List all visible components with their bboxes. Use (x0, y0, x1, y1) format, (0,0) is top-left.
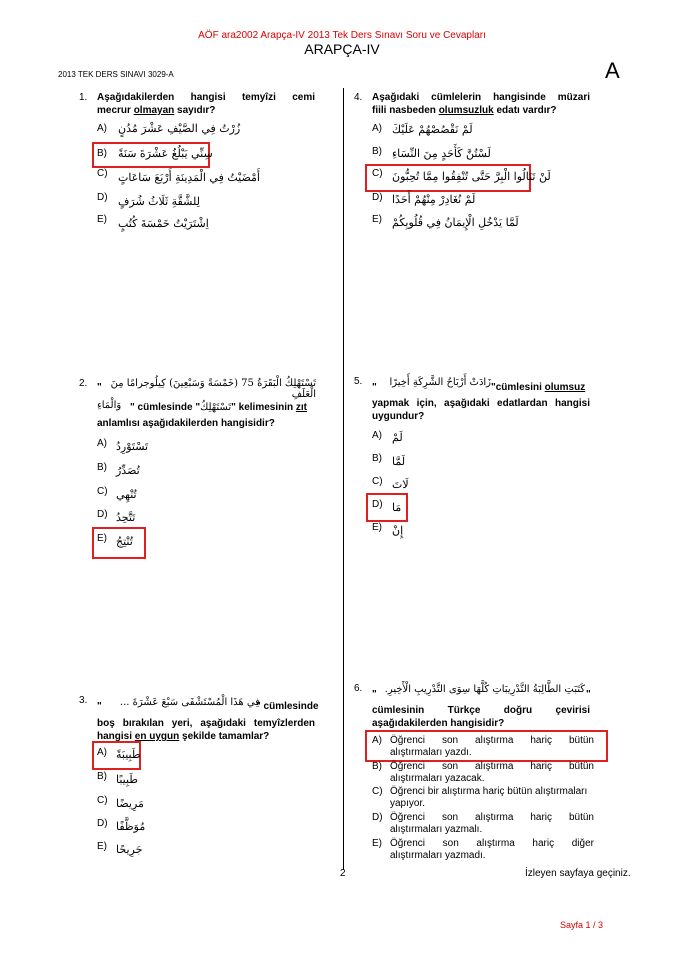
option-arabic[interactable]: مُوَظَّفًا (116, 820, 146, 833)
option-arabic[interactable]: تُنْتِجُ (116, 535, 133, 548)
option-text[interactable]: Öğrenci son alıştırma hariç bütün (390, 735, 594, 746)
option-key[interactable]: D) (372, 192, 383, 203)
question-stem-line: boş bırakılan yeri, aşağıdaki temyîzlerden (97, 718, 315, 729)
question-number: 6. (354, 683, 363, 694)
option-arabic[interactable]: تَتَّحِدُ (116, 511, 136, 524)
arabic-word: وَالْمَاءِ (97, 400, 122, 411)
option-key[interactable]: E) (372, 522, 382, 533)
option-arabic[interactable]: زُرْتُ فِي الصَّيْفِ عَشْرَ مُدُنٍ (118, 122, 241, 135)
option-arabic[interactable]: تُنْهِي (116, 488, 137, 501)
option-key[interactable]: B) (97, 148, 107, 159)
question-number: 5. (354, 376, 363, 387)
question-number: 4. (354, 92, 363, 103)
option-key[interactable]: C) (97, 168, 108, 179)
question-stem-line: mecrur olmayan sayıdır? (97, 105, 216, 116)
question-number: 3. (79, 695, 88, 706)
option-key[interactable]: A) (97, 747, 107, 758)
question-stem-line: Aşağıdaki cümlelerin hangisinde müzari (372, 92, 590, 103)
option-text[interactable]: Öğrenci son alıştırma hariç diğer (390, 838, 594, 849)
option-key[interactable]: D) (372, 499, 383, 510)
option-arabic[interactable]: جَرِيحًا (116, 843, 143, 856)
option-arabic[interactable]: سِنِّي يَبْلُغُ عَشْرَةَ سَنَةً (118, 147, 213, 160)
option-arabic[interactable]: لَمْ نُغَادِرْ مِنْهُمْ أَحَدًا (392, 193, 476, 206)
option-key[interactable]: D) (97, 818, 108, 829)
arabic-sentence: تَسْتَهْلِكُ الْبَقَرَةُ 75 (خَمْسَةً وَسَبْعِينَ) كِيلُوجرامًا مِنَ الْعَلَفِ (110, 378, 316, 400)
option-key[interactable]: C) (97, 486, 108, 497)
option-key[interactable]: C) (372, 786, 383, 797)
option-text[interactable]: Öğrenci son alıştırma hariç bütün (390, 812, 594, 823)
option-key[interactable]: B) (372, 453, 382, 464)
option-key[interactable]: A) (372, 430, 382, 441)
option-key[interactable]: A) (372, 123, 382, 134)
option-arabic[interactable]: طَبِيبَةً (116, 748, 141, 761)
option-key[interactable]: C) (372, 168, 383, 179)
question-stem-line: fiili nasbeden olumsuzluk edatı vardır? (372, 105, 557, 116)
option-arabic[interactable]: أَمْضَيْتُ فِي الْمَدِينَةِ أَرْبَعَ سَاعَاتٍ (118, 171, 260, 184)
quote-mark: " (97, 701, 102, 712)
sheet-counter: Sayfa 1 / 3 (560, 920, 604, 930)
question-stem-line: cümlesinin Türkçe doğru çevirisi (372, 705, 590, 716)
option-key[interactable]: B) (372, 146, 382, 157)
option-key[interactable]: E) (97, 533, 107, 544)
option-arabic[interactable]: إِنْ (392, 524, 404, 537)
arabic-sentence: كَتَبَتِ الطَّالِبَةُ التَّدْرِيبَاتِ كُلَّهَا سِوَى التَّدْرِيبِ الْأَخِيرِ. (384, 684, 585, 695)
option-key[interactable]: E) (97, 841, 107, 852)
option-text[interactable]: alıştırmaları yazdı. (390, 747, 472, 758)
option-key[interactable]: A) (97, 123, 107, 134)
booklet-letter: A (605, 58, 620, 83)
option-text[interactable]: Öğrenci son alıştırma hariç bütün (390, 761, 594, 772)
question-number: 2. (79, 378, 88, 389)
option-key[interactable]: C) (97, 795, 108, 806)
option-arabic[interactable]: لَسْتُنَّ كَأَحَدٍ مِنَ النِّسَاءِ (392, 147, 491, 160)
exam-code: 2013 TEK DERS SINAVI 3029-A (58, 70, 174, 79)
page-title: ARAPÇA-IV (304, 41, 380, 57)
option-key[interactable]: D) (97, 509, 108, 520)
option-arabic[interactable]: لِلشَّقَّةِ ثَلَاثُ شُرَفٍ (118, 195, 200, 208)
question-stem-line: yapmak için, aşağıdaki edatlardan hangisi (372, 398, 590, 409)
option-arabic[interactable]: اِشْتَرَيْتُ خَمْسَةَ كُتُبٍ (118, 217, 209, 230)
quote-mark: " (372, 689, 377, 700)
question-stem-line: hangisi en uygun şekilde tamamlar? (97, 731, 270, 742)
arabic-sentence: فِي هَذَا الْمُسْتَشْفَى سَبْعَ عَشْرَةَ ... (119, 697, 260, 708)
arabic-sentence: زَادَتْ أَرْبَاحُ الشَّرِكَةِ أَخِيرًا (389, 377, 491, 388)
option-arabic[interactable]: لَنْ تَنَالُوا الْبِرَّ حَتَّى تُنْفِقُوا مِمَّا تُحِبُّونَ (392, 170, 551, 183)
option-arabic[interactable]: لَمَّا يَدْخُلِ الْإِيمَانُ فِي قُلُوبِكُمْ (392, 216, 519, 229)
option-key[interactable]: E) (372, 838, 382, 849)
option-text[interactable]: yapıyor. (390, 798, 426, 809)
option-key[interactable]: B) (372, 761, 382, 772)
question-stem-line: " cümlesinde (256, 701, 319, 712)
page-number: 2 (340, 868, 346, 879)
option-key[interactable]: E) (372, 214, 382, 225)
quote-mark: " (586, 689, 591, 700)
question-stem-line: aşağıdakilerden hangisidir? (372, 718, 505, 729)
next-page-note: İzleyen sayfaya geçiniz. (525, 868, 631, 879)
option-arabic[interactable]: لَمَّا (392, 455, 406, 468)
option-arabic[interactable]: تَسْتَوْرِدُ (116, 440, 149, 453)
option-key[interactable]: A) (97, 438, 107, 449)
option-arabic[interactable]: لَاتَ (392, 478, 409, 491)
option-key[interactable]: D) (97, 192, 108, 203)
option-arabic[interactable]: لَمْ نَقْصُصْهُمْ عَلَيْكَ (392, 123, 473, 136)
option-arabic[interactable]: تُصَدِّرُ (116, 464, 140, 477)
option-key[interactable]: E) (97, 214, 107, 225)
question-stem-line: uygundur? (372, 411, 425, 422)
quote-mark: " (372, 382, 377, 393)
option-key[interactable]: B) (97, 462, 107, 473)
option-arabic[interactable]: طَبِيبًا (116, 773, 139, 786)
option-arabic[interactable]: مَا (392, 501, 402, 514)
option-arabic[interactable]: لَمْ (392, 431, 403, 444)
option-key[interactable]: A) (372, 735, 382, 746)
option-arabic[interactable]: مَرِيضًا (116, 797, 144, 810)
question-stem-line: anlamlısı aşağıdakilerden hangisidir? (97, 418, 275, 429)
option-text[interactable]: alıştırmaları yazmadı. (390, 850, 486, 861)
option-key[interactable]: B) (97, 771, 107, 782)
option-key[interactable]: D) (372, 812, 383, 823)
option-text[interactable]: alıştırmaları yazacak. (390, 773, 485, 784)
question-number: 1. (79, 92, 88, 103)
question-stem-line: " cümlesinde "تَسْتَهْلِكُ" kelimesinin zıt (130, 402, 308, 413)
quote-mark: " (97, 382, 102, 393)
question-stem-line: Aşağıdakilerden hangisi temyîzi cemi (97, 92, 315, 103)
question-stem-line: "cümlesini olumsuz (491, 382, 586, 393)
option-key[interactable]: C) (372, 476, 383, 487)
option-text[interactable]: Öğrenci bir alıştırma hariç bütün alıştırmaları (390, 786, 588, 797)
column-divider (343, 88, 344, 870)
option-text[interactable]: alıştırmaları yazmalı. (390, 824, 483, 835)
document-source-line: AÖF ara2002 Arapça-IV 2013 Tek Ders Sınavı Soru ve Cevapları (198, 30, 486, 41)
